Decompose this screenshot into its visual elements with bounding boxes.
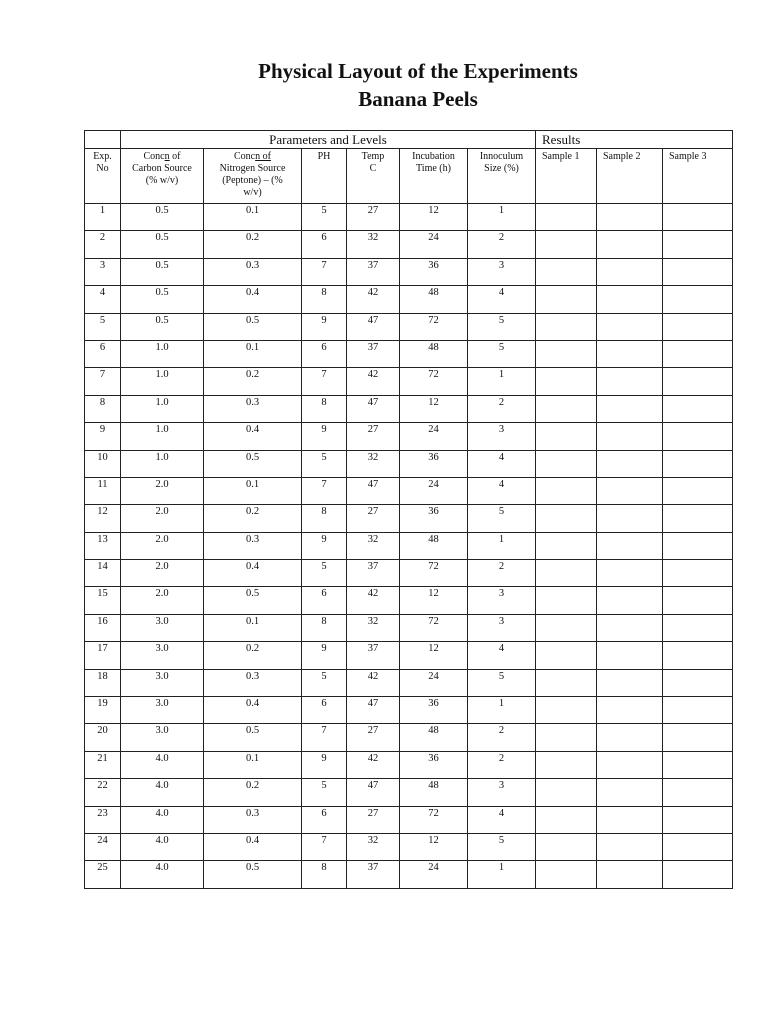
cell-sample-2[interactable] xyxy=(597,340,663,367)
cell-ph: 7 xyxy=(302,258,347,285)
cell-carbon: 0.5 xyxy=(121,204,204,231)
table-row xyxy=(85,751,733,778)
cell-ph: 5 xyxy=(302,204,347,231)
cell-sample-3[interactable] xyxy=(663,286,733,313)
cell-sample-1[interactable] xyxy=(536,423,597,450)
cell-nitrogen: 0.3 xyxy=(204,806,302,833)
cell-incubation: 24 xyxy=(400,423,468,450)
cell-exp-no: 10 xyxy=(85,450,121,477)
cell-exp-no: 21 xyxy=(85,751,121,778)
cell-sample-3[interactable] xyxy=(663,587,733,614)
cell-ph: 6 xyxy=(302,231,347,258)
table-row xyxy=(85,806,733,833)
cell-temp: 27 xyxy=(347,204,400,231)
cell-innoculum: 1 xyxy=(468,368,536,395)
experiment-table xyxy=(84,130,733,889)
cell-exp-no: 11 xyxy=(85,477,121,504)
cell-temp: 32 xyxy=(347,833,400,860)
cell-carbon: 2.0 xyxy=(121,505,204,532)
cell-ph: 7 xyxy=(302,477,347,504)
cell-innoculum: 2 xyxy=(468,231,536,258)
cell-sample-1[interactable] xyxy=(536,340,597,367)
cell-sample-3[interactable] xyxy=(663,560,733,587)
cell-nitrogen: 0.3 xyxy=(204,395,302,422)
cell-sample-2[interactable] xyxy=(597,477,663,504)
cell-carbon: 2.0 xyxy=(121,532,204,559)
cell-innoculum: 3 xyxy=(468,614,536,641)
cell-sample-3[interactable] xyxy=(663,806,733,833)
cell-exp-no: 23 xyxy=(85,806,121,833)
cell-exp-no: 18 xyxy=(85,669,121,696)
group-header-results: Results xyxy=(536,131,733,149)
cell-temp: 27 xyxy=(347,806,400,833)
cell-sample-2[interactable] xyxy=(597,751,663,778)
cell-temp: 42 xyxy=(347,669,400,696)
table-row xyxy=(85,861,733,888)
cell-sample-2[interactable] xyxy=(597,450,663,477)
table-row xyxy=(85,423,733,450)
cell-sample-1[interactable] xyxy=(536,560,597,587)
cell-ph: 8 xyxy=(302,614,347,641)
cell-sample-1[interactable] xyxy=(536,806,597,833)
cell-nitrogen: 0.4 xyxy=(204,833,302,860)
cell-sample-2[interactable] xyxy=(597,669,663,696)
cell-sample-2[interactable] xyxy=(597,614,663,641)
cell-innoculum: 1 xyxy=(468,697,536,724)
cell-sample-2[interactable] xyxy=(597,587,663,614)
cell-ph: 5 xyxy=(302,779,347,806)
cell-exp-no: 22 xyxy=(85,779,121,806)
cell-carbon: 1.0 xyxy=(121,395,204,422)
cell-sample-1[interactable] xyxy=(536,313,597,340)
cell-carbon: 0.5 xyxy=(121,286,204,313)
cell-sample-1[interactable] xyxy=(536,587,597,614)
cell-ph: 7 xyxy=(302,833,347,860)
cell-incubation: 36 xyxy=(400,258,468,285)
cell-innoculum: 5 xyxy=(468,669,536,696)
cell-innoculum: 5 xyxy=(468,340,536,367)
cell-incubation: 48 xyxy=(400,724,468,751)
cell-carbon: 3.0 xyxy=(121,642,204,669)
column-header-temp: Temp C xyxy=(347,149,400,204)
cell-nitrogen: 0.4 xyxy=(204,560,302,587)
cell-sample-3[interactable] xyxy=(663,642,733,669)
cell-ph: 6 xyxy=(302,806,347,833)
cell-innoculum: 4 xyxy=(468,450,536,477)
cell-carbon: 0.5 xyxy=(121,313,204,340)
cell-incubation: 24 xyxy=(400,477,468,504)
cell-exp-no: 1 xyxy=(85,204,121,231)
cell-exp-no: 7 xyxy=(85,368,121,395)
cell-incubation: 72 xyxy=(400,560,468,587)
table-row xyxy=(85,779,733,806)
table-row xyxy=(85,587,733,614)
cell-sample-3[interactable] xyxy=(663,724,733,751)
cell-carbon: 1.0 xyxy=(121,423,204,450)
cell-carbon: 2.0 xyxy=(121,477,204,504)
table-row xyxy=(85,340,733,367)
cell-sample-1[interactable] xyxy=(536,395,597,422)
cell-sample-3[interactable] xyxy=(663,204,733,231)
cell-incubation: 12 xyxy=(400,833,468,860)
table-row xyxy=(85,313,733,340)
cell-sample-2[interactable] xyxy=(597,697,663,724)
cell-temp: 32 xyxy=(347,532,400,559)
column-header-innoculum-size: Innoculum Size (%) xyxy=(468,149,536,204)
cell-incubation: 36 xyxy=(400,505,468,532)
page-title: Physical Layout of the Experiments xyxy=(258,59,578,83)
cell-exp-no: 9 xyxy=(85,423,121,450)
cell-sample-1[interactable] xyxy=(536,669,597,696)
cell-sample-1[interactable] xyxy=(536,368,597,395)
column-header-exp-no: Exp. No xyxy=(85,149,121,204)
cell-incubation: 36 xyxy=(400,751,468,778)
cell-temp: 42 xyxy=(347,368,400,395)
cell-nitrogen: 0.4 xyxy=(204,286,302,313)
cell-carbon: 3.0 xyxy=(121,697,204,724)
cell-sample-2[interactable] xyxy=(597,560,663,587)
cell-innoculum: 2 xyxy=(468,395,536,422)
table-row xyxy=(85,642,733,669)
cell-innoculum: 3 xyxy=(468,258,536,285)
cell-sample-3[interactable] xyxy=(663,258,733,285)
cell-nitrogen: 0.5 xyxy=(204,313,302,340)
cell-carbon: 3.0 xyxy=(121,724,204,751)
cell-incubation: 72 xyxy=(400,806,468,833)
cell-carbon: 1.0 xyxy=(121,340,204,367)
cell-exp-no: 25 xyxy=(85,861,121,888)
cell-ph: 7 xyxy=(302,724,347,751)
cell-temp: 42 xyxy=(347,286,400,313)
cell-innoculum: 4 xyxy=(468,286,536,313)
cell-temp: 27 xyxy=(347,724,400,751)
cell-ph: 8 xyxy=(302,395,347,422)
table-row xyxy=(85,368,733,395)
cell-nitrogen: 0.1 xyxy=(204,477,302,504)
cell-sample-1[interactable] xyxy=(536,614,597,641)
cell-carbon: 1.0 xyxy=(121,450,204,477)
cell-ph: 9 xyxy=(302,751,347,778)
cell-sample-2[interactable] xyxy=(597,779,663,806)
cell-ph: 6 xyxy=(302,697,347,724)
cell-exp-no: 19 xyxy=(85,697,121,724)
cell-nitrogen: 0.2 xyxy=(204,505,302,532)
cell-nitrogen: 0.4 xyxy=(204,697,302,724)
cell-incubation: 48 xyxy=(400,340,468,367)
cell-incubation: 24 xyxy=(400,861,468,888)
cell-innoculum: 4 xyxy=(468,806,536,833)
cell-exp-no: 17 xyxy=(85,642,121,669)
cell-exp-no: 6 xyxy=(85,340,121,367)
cell-innoculum: 2 xyxy=(468,724,536,751)
cell-sample-3[interactable] xyxy=(663,231,733,258)
cell-nitrogen: 0.4 xyxy=(204,423,302,450)
column-header-nitrogen-source: Concn of Nitrogen Source (Peptone) – (% w/v) xyxy=(204,149,302,204)
cell-incubation: 12 xyxy=(400,395,468,422)
cell-ph: 5 xyxy=(302,560,347,587)
cell-sample-3[interactable] xyxy=(663,532,733,559)
cell-temp: 47 xyxy=(347,477,400,504)
cell-sample-3[interactable] xyxy=(663,477,733,504)
cell-sample-1[interactable] xyxy=(536,779,597,806)
table-row xyxy=(85,395,733,422)
cell-sample-1[interactable] xyxy=(536,861,597,888)
cell-innoculum: 1 xyxy=(468,532,536,559)
cell-exp-no: 13 xyxy=(85,532,121,559)
table-row xyxy=(85,560,733,587)
cell-carbon: 4.0 xyxy=(121,779,204,806)
cell-ph: 8 xyxy=(302,861,347,888)
cell-sample-2[interactable] xyxy=(597,204,663,231)
cell-temp: 47 xyxy=(347,697,400,724)
table-row xyxy=(85,532,733,559)
cell-sample-3[interactable] xyxy=(663,614,733,641)
cell-carbon: 2.0 xyxy=(121,560,204,587)
cell-nitrogen: 0.1 xyxy=(204,204,302,231)
cell-ph: 9 xyxy=(302,423,347,450)
cell-temp: 32 xyxy=(347,450,400,477)
cell-innoculum: 3 xyxy=(468,587,536,614)
cell-exp-no: 20 xyxy=(85,724,121,751)
cell-temp: 37 xyxy=(347,258,400,285)
cell-sample-3[interactable] xyxy=(663,779,733,806)
cell-sample-2[interactable] xyxy=(597,231,663,258)
cell-incubation: 36 xyxy=(400,697,468,724)
cell-nitrogen: 0.2 xyxy=(204,368,302,395)
cell-sample-2[interactable] xyxy=(597,313,663,340)
cell-exp-no: 24 xyxy=(85,833,121,860)
cell-ph: 9 xyxy=(302,313,347,340)
table-row xyxy=(85,614,733,641)
cell-temp: 37 xyxy=(347,340,400,367)
cell-sample-2[interactable] xyxy=(597,806,663,833)
cell-sample-3[interactable] xyxy=(663,395,733,422)
cell-incubation: 72 xyxy=(400,614,468,641)
cell-sample-1[interactable] xyxy=(536,505,597,532)
cell-incubation: 12 xyxy=(400,204,468,231)
cell-incubation: 48 xyxy=(400,286,468,313)
cell-exp-no: 5 xyxy=(85,313,121,340)
table-row xyxy=(85,258,733,285)
cell-carbon: 2.0 xyxy=(121,587,204,614)
cell-innoculum: 3 xyxy=(468,779,536,806)
cell-temp: 32 xyxy=(347,231,400,258)
cell-ph: 8 xyxy=(302,505,347,532)
cell-incubation: 48 xyxy=(400,532,468,559)
cell-sample-2[interactable] xyxy=(597,368,663,395)
cell-sample-3[interactable] xyxy=(663,505,733,532)
cell-incubation: 72 xyxy=(400,368,468,395)
cell-carbon: 0.5 xyxy=(121,258,204,285)
column-header-sample-1: Sample 1 xyxy=(536,149,597,204)
cell-sample-1[interactable] xyxy=(536,477,597,504)
cell-nitrogen: 0.5 xyxy=(204,587,302,614)
cell-temp: 32 xyxy=(347,614,400,641)
table-row xyxy=(85,477,733,504)
group-header-empty xyxy=(85,131,121,149)
table-row xyxy=(85,724,733,751)
cell-carbon: 4.0 xyxy=(121,833,204,860)
cell-sample-1[interactable] xyxy=(536,724,597,751)
cell-nitrogen: 0.5 xyxy=(204,861,302,888)
cell-carbon: 3.0 xyxy=(121,614,204,641)
cell-exp-no: 2 xyxy=(85,231,121,258)
column-header-ph: PH xyxy=(302,149,347,204)
table-row xyxy=(85,697,733,724)
cell-innoculum: 5 xyxy=(468,505,536,532)
cell-incubation: 12 xyxy=(400,642,468,669)
cell-sample-3[interactable] xyxy=(663,697,733,724)
cell-innoculum: 5 xyxy=(468,833,536,860)
cell-sample-2[interactable] xyxy=(597,724,663,751)
cell-nitrogen: 0.5 xyxy=(204,450,302,477)
page-subtitle: Banana Peels xyxy=(358,87,478,111)
table-row xyxy=(85,231,733,258)
cell-sample-1[interactable] xyxy=(536,204,597,231)
column-header-carbon-source: Concn of Carbon Source (% w/v) xyxy=(121,149,204,204)
cell-sample-3[interactable] xyxy=(663,423,733,450)
cell-sample-2[interactable] xyxy=(597,833,663,860)
cell-temp: 27 xyxy=(347,423,400,450)
cell-temp: 37 xyxy=(347,642,400,669)
column-header-sample-2: Sample 2 xyxy=(597,149,663,204)
cell-ph: 7 xyxy=(302,368,347,395)
cell-carbon: 4.0 xyxy=(121,806,204,833)
cell-innoculum: 2 xyxy=(468,560,536,587)
cell-incubation: 24 xyxy=(400,231,468,258)
cell-sample-1[interactable] xyxy=(536,532,597,559)
cell-innoculum: 4 xyxy=(468,642,536,669)
cell-innoculum: 4 xyxy=(468,477,536,504)
cell-incubation: 36 xyxy=(400,450,468,477)
cell-sample-2[interactable] xyxy=(597,258,663,285)
cell-sample-3[interactable] xyxy=(663,669,733,696)
cell-sample-1[interactable] xyxy=(536,642,597,669)
cell-carbon: 0.5 xyxy=(121,231,204,258)
table-row xyxy=(85,450,733,477)
cell-sample-2[interactable] xyxy=(597,423,663,450)
cell-sample-3[interactable] xyxy=(663,751,733,778)
cell-sample-1[interactable] xyxy=(536,751,597,778)
table-row xyxy=(85,833,733,860)
table-row xyxy=(85,505,733,532)
table-row xyxy=(85,204,733,231)
group-header-parameters: Parameters and Levels xyxy=(121,131,536,149)
cell-sample-1[interactable] xyxy=(536,231,597,258)
cell-temp: 42 xyxy=(347,751,400,778)
cell-innoculum: 2 xyxy=(468,751,536,778)
cell-nitrogen: 0.1 xyxy=(204,340,302,367)
cell-ph: 5 xyxy=(302,450,347,477)
cell-ph: 8 xyxy=(302,286,347,313)
cell-incubation: 48 xyxy=(400,779,468,806)
cell-sample-3[interactable] xyxy=(663,833,733,860)
column-header-incubation-time: Incubation Time (h) xyxy=(400,149,468,204)
cell-sample-3[interactable] xyxy=(663,450,733,477)
cell-incubation: 24 xyxy=(400,669,468,696)
cell-sample-2[interactable] xyxy=(597,532,663,559)
cell-sample-1[interactable] xyxy=(536,697,597,724)
table-row xyxy=(85,669,733,696)
cell-sample-2[interactable] xyxy=(597,505,663,532)
cell-innoculum: 3 xyxy=(468,423,536,450)
cell-nitrogen: 0.2 xyxy=(204,231,302,258)
cell-innoculum: 1 xyxy=(468,861,536,888)
cell-temp: 42 xyxy=(347,587,400,614)
cell-sample-3[interactable] xyxy=(663,340,733,367)
cell-temp: 27 xyxy=(347,505,400,532)
cell-sample-2[interactable] xyxy=(597,861,663,888)
cell-sample-1[interactable] xyxy=(536,286,597,313)
cell-carbon: 1.0 xyxy=(121,368,204,395)
table-row xyxy=(85,286,733,313)
cell-sample-3[interactable] xyxy=(663,313,733,340)
cell-incubation: 72 xyxy=(400,313,468,340)
cell-nitrogen: 0.5 xyxy=(204,724,302,751)
cell-ph: 9 xyxy=(302,532,347,559)
cell-innoculum: 1 xyxy=(468,204,536,231)
cell-temp: 47 xyxy=(347,779,400,806)
cell-carbon: 4.0 xyxy=(121,751,204,778)
cell-temp: 37 xyxy=(347,861,400,888)
cell-exp-no: 16 xyxy=(85,614,121,641)
cell-sample-1[interactable] xyxy=(536,833,597,860)
cell-nitrogen: 0.1 xyxy=(204,751,302,778)
cell-nitrogen: 0.3 xyxy=(204,532,302,559)
cell-exp-no: 15 xyxy=(85,587,121,614)
cell-temp: 37 xyxy=(347,560,400,587)
cell-innoculum: 5 xyxy=(468,313,536,340)
cell-ph: 6 xyxy=(302,340,347,367)
cell-temp: 47 xyxy=(347,313,400,340)
cell-ph: 9 xyxy=(302,642,347,669)
cell-ph: 6 xyxy=(302,587,347,614)
cell-temp: 47 xyxy=(347,395,400,422)
cell-nitrogen: 0.1 xyxy=(204,614,302,641)
cell-sample-1[interactable] xyxy=(536,258,597,285)
cell-exp-no: 3 xyxy=(85,258,121,285)
cell-sample-2[interactable] xyxy=(597,286,663,313)
cell-ph: 5 xyxy=(302,669,347,696)
cell-sample-3[interactable] xyxy=(663,368,733,395)
cell-sample-2[interactable] xyxy=(597,642,663,669)
cell-exp-no: 4 xyxy=(85,286,121,313)
table-body xyxy=(85,204,733,889)
cell-exp-no: 8 xyxy=(85,395,121,422)
cell-incubation: 12 xyxy=(400,587,468,614)
cell-nitrogen: 0.3 xyxy=(204,669,302,696)
cell-nitrogen: 0.2 xyxy=(204,642,302,669)
cell-exp-no: 14 xyxy=(85,560,121,587)
cell-carbon: 3.0 xyxy=(121,669,204,696)
cell-carbon: 4.0 xyxy=(121,861,204,888)
cell-sample-1[interactable] xyxy=(536,450,597,477)
cell-sample-2[interactable] xyxy=(597,395,663,422)
cell-exp-no: 12 xyxy=(85,505,121,532)
cell-nitrogen: 0.2 xyxy=(204,779,302,806)
cell-nitrogen: 0.3 xyxy=(204,258,302,285)
cell-sample-3[interactable] xyxy=(663,861,733,888)
column-header-sample-3: Sample 3 xyxy=(663,149,733,204)
